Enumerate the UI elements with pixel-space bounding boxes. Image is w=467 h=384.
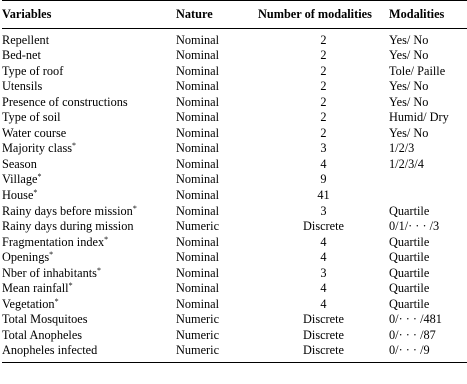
cell-nature: Numeric [176,312,220,327]
cell-nature: Nominal [176,156,220,171]
cell-variable [2,110,176,126]
cell-variable [2,312,176,328]
variable-name: Type of roof [2,63,64,78]
cell-variable [2,126,176,142]
cell-modalities: Yes/ No [389,79,429,94]
asterisk-footnote-mark: * [104,234,109,244]
cell-number-of-modalities: Discrete [303,312,344,327]
cell-nature: Nominal [176,32,220,47]
cell-modalities: 0/· · · /9 [389,343,467,362]
variable-name: Majority class [2,141,73,156]
cell-modalities: Tole/ Paille [389,63,446,78]
cell-nature: Nominal [176,48,220,63]
cell-number-of-modalities: 2 [320,110,327,125]
variable-name: Total Mosquitoes [2,312,88,327]
variable-name: Fragmentation index [2,234,105,249]
asterisk-footnote-mark: * [37,172,42,182]
cell-number-of-modalities: 4 [320,250,327,265]
variable-name: Mean rainfall [2,281,69,296]
cell-modalities: Quartile [389,281,430,296]
cell-variable [2,328,176,344]
table-row [2,235,467,251]
table-row [2,312,467,328]
table-row [2,219,467,235]
table-row [2,250,467,266]
variable-name: Season [2,156,37,171]
cell-variable [2,188,176,204]
cell-nature: Nominal [176,79,220,94]
variable-name: Rainy days during mission [2,219,134,234]
cell-variable [2,79,176,95]
cell-modalities [389,172,467,188]
variable-name: Presence of constructions [2,94,128,109]
cell-nature: Nominal [176,94,220,109]
cell-nature: Nominal [176,110,220,125]
header-number-of-modalities: Number of modalities [258,1,389,29]
cell-variable [2,266,176,282]
cell-nature: Nominal [176,141,220,156]
cell-number-of-modalities: 3 [320,203,327,218]
variable-name: Repellent [2,32,50,47]
table-row [2,343,467,362]
cell-number-of-modalities: Discrete [303,219,344,234]
cell-modalities: Yes/ No [389,125,429,140]
cell-number-of-modalities: 41 [317,188,330,203]
asterisk-footnote-mark: * [54,296,59,306]
variables-table [2,0,467,363]
header-modalities: Modalities [389,1,467,29]
cell-nature: Nominal [176,296,220,311]
asterisk-footnote-mark: * [33,188,38,198]
cell-number-of-modalities: Discrete [258,343,389,362]
header-nature: Nature [176,1,258,29]
cell-modalities: 0/· · · /87 [389,327,436,342]
cell-number-of-modalities: 2 [320,79,327,94]
cell-modalities: 1/2/3 [389,141,415,156]
table-row [2,266,467,282]
table-row [2,328,467,344]
cell-number-of-modalities: 9 [320,172,327,187]
asterisk-footnote-mark: * [72,141,77,151]
cell-nature: Nominal [176,234,220,249]
cell-variable [2,28,176,48]
cell-number-of-modalities: 2 [320,63,327,78]
variable-name: Bed-net [2,48,41,63]
table-row [2,157,467,173]
variable-name: Utensils [2,79,43,94]
variable-name: Total Anopheles [2,327,83,342]
cell-variable [2,172,176,188]
table-row [2,297,467,313]
cell-nature: Nominal [176,172,220,187]
asterisk-footnote-mark: * [96,265,101,275]
cell-number-of-modalities: 2 [320,94,327,109]
variable-name: Vegetation [2,296,55,311]
cell-modalities [389,188,467,204]
variable-name: Nber of inhabitants [2,265,97,280]
cell-modalities: Quartile [389,265,430,280]
cell-nature: Nominal [176,281,220,296]
cell-modalities: Quartile [389,250,430,265]
cell-variable [2,235,176,251]
cell-nature: Numeric [176,343,258,362]
variable-name: Water course [2,125,67,140]
table-row [2,79,467,95]
cell-number-of-modalities: 4 [320,234,327,249]
table-header [2,1,467,29]
cell-modalities: 0/1/· · · /3 [389,219,440,234]
header-row [2,1,467,29]
cell-variable [2,48,176,64]
table-body [2,28,467,362]
cell-nature: Nominal [176,125,220,140]
cell-number-of-modalities: 3 [320,265,327,280]
asterisk-footnote-mark: * [132,203,137,213]
cell-number-of-modalities: 4 [320,281,327,296]
variable-name: House [2,188,34,203]
asterisk-footnote-mark: * [49,250,54,260]
table-row [2,126,467,142]
cell-variable [2,141,176,157]
cell-number-of-modalities: 4 [320,296,327,311]
variable-name: Openings [2,250,50,265]
cell-number-of-modalities: 2 [320,125,327,140]
table-row [2,141,467,157]
table-row [2,95,467,111]
cell-variable [2,219,176,235]
cell-number-of-modalities: 2 [320,48,327,63]
cell-nature: Numeric [176,219,220,234]
table-row [2,188,467,204]
cell-variable [2,250,176,266]
cell-modalities: Quartile [389,203,430,218]
table-row [2,48,467,64]
cell-variable [2,297,176,313]
variable-name: Anopheles infected [2,343,98,358]
cell-variable [2,64,176,80]
table-row [2,172,467,188]
variable-name: Rainy days before mission [2,203,133,218]
table-row [2,28,467,48]
cell-modalities: 0/· · · /481 [389,312,442,327]
table-row [2,110,467,126]
cell-modalities: Quartile [389,234,430,249]
cell-variable [2,281,176,297]
cell-nature: Nominal [176,250,220,265]
cell-number-of-modalities: 2 [320,32,327,47]
cell-modalities: Humid/ Dry [389,110,449,125]
variable-name: Type of soil [2,110,61,125]
asterisk-footnote-mark: * [68,281,73,291]
cell-nature: Nominal [176,188,220,203]
cell-number-of-modalities: 4 [320,156,327,171]
table-row [2,204,467,220]
header-variables: Variables [2,1,176,29]
cell-nature: Nominal [176,203,220,218]
cell-variable [2,95,176,111]
cell-variable [2,157,176,173]
cell-variable [2,204,176,220]
cell-modalities: Yes/ No [389,94,429,109]
cell-nature: Numeric [176,327,220,342]
table-row [2,64,467,80]
cell-nature: Nominal [176,63,220,78]
cell-number-of-modalities: 3 [320,141,327,156]
cell-nature: Nominal [176,265,220,280]
table-row [2,281,467,297]
cell-modalities: Yes/ No [389,32,429,47]
cell-variable [2,343,176,362]
cell-number-of-modalities: Discrete [303,327,344,342]
cell-modalities: Yes/ No [389,48,429,63]
cell-modalities: 1/2/3/4 [389,156,424,171]
variable-name: Village [2,172,38,187]
cell-modalities: Quartile [389,296,430,311]
